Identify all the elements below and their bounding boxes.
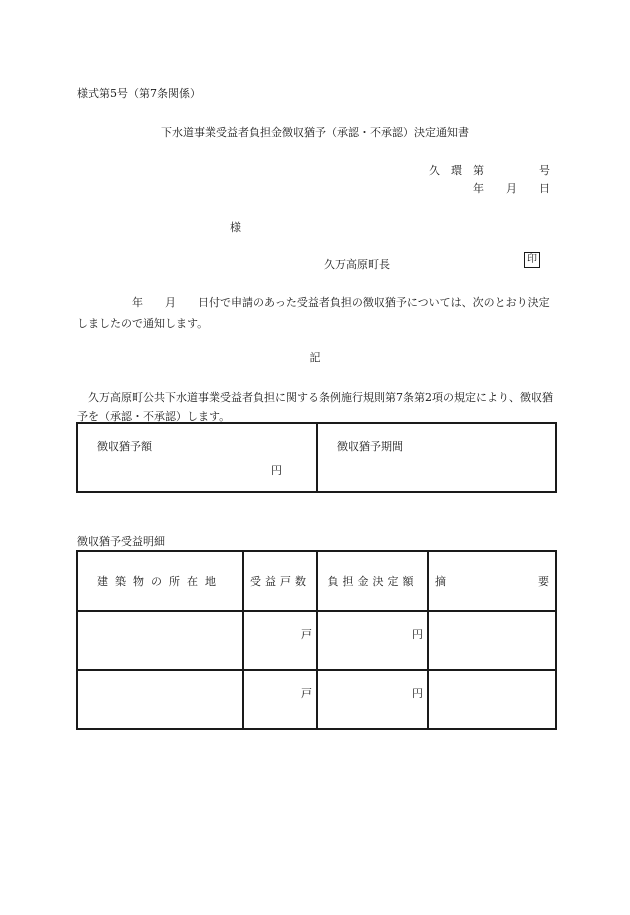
notice-paragraph: 年 月 日付で申請のあった受益者負担の徴収猶予については、次のとおり決定しましたので通知します。 xyxy=(77,296,550,330)
table-row xyxy=(77,670,556,729)
amount-cell xyxy=(317,670,428,729)
amount-unit: 円 xyxy=(412,687,423,700)
seal-stamp: 印 xyxy=(524,252,540,268)
header-summary xyxy=(428,551,556,611)
header-location xyxy=(77,551,243,611)
amount-cell xyxy=(77,423,317,492)
regulation-paragraph: 久万高原町公共下水道事業受益者負担に関する条例施行規則第7条第2項の規定により、徴収猶予を（承認・不承認）します。 xyxy=(77,391,553,423)
header-amount-label: 負担金決定額 xyxy=(327,575,418,588)
summary-cell xyxy=(428,670,556,729)
location-cell xyxy=(77,611,243,670)
header-households-label: 受益戸数 xyxy=(250,575,310,588)
period-label: 徴収猶予期間 xyxy=(337,440,403,453)
form-number: 様式第5号（第7条関係） xyxy=(77,87,201,100)
details-table xyxy=(76,550,557,730)
header-location-label: 建築物の所在地 xyxy=(97,575,223,588)
period-cell xyxy=(317,423,556,492)
header-summary-label-1: 摘 xyxy=(435,575,446,588)
header-summary-label-2: 要 xyxy=(538,575,549,588)
header-households xyxy=(243,551,317,611)
issue-date: 年 月 日 xyxy=(473,182,550,195)
location-cell xyxy=(77,670,243,729)
recipient-line: 様 xyxy=(230,221,241,234)
details-caption: 徴収猶予受益明細 xyxy=(77,535,165,548)
households-cell xyxy=(243,670,317,729)
summary-cell xyxy=(428,611,556,670)
summary-table xyxy=(76,422,557,493)
households-cell xyxy=(243,611,317,670)
amount-unit: 円 xyxy=(271,464,282,477)
amount-unit: 円 xyxy=(412,628,423,641)
reference-number: 久 環 第 号 xyxy=(429,164,550,177)
issuer-name: 久万高原町長 xyxy=(324,258,390,271)
households-unit: 戸 xyxy=(301,628,312,641)
header-amount xyxy=(317,551,428,611)
amount-cell xyxy=(317,611,428,670)
details-header-row xyxy=(77,551,556,611)
table-row xyxy=(77,611,556,670)
document-title: 下水道事業受益者負担金徴収猶予（承認・不承認）決定通知書 xyxy=(161,126,469,139)
amount-label: 徴収猶予額 xyxy=(97,440,152,453)
ki-heading: 記 xyxy=(309,351,321,364)
households-unit: 戸 xyxy=(301,687,312,700)
